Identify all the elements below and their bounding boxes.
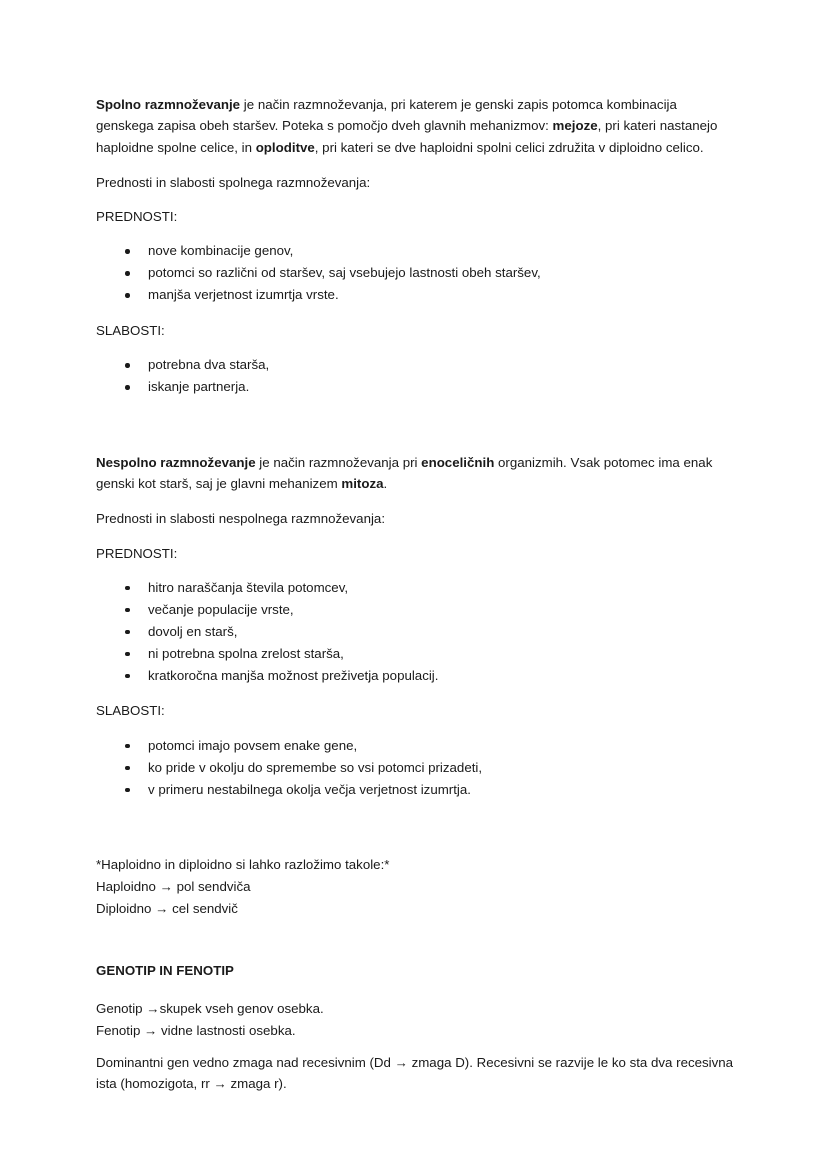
list-item: ni potrebna spolna zrelost starša, <box>96 643 734 665</box>
asexual-pros-list <box>96 577 734 687</box>
sexual-term-meiosis: mejoze <box>552 118 598 134</box>
note-haploid-line: Haploidno → pol sendviča <box>96 879 251 895</box>
asexual-intro-part1: je način razmnoževanja pri <box>255 454 422 470</box>
list-item: manjša verjetnost izumrtja vrste. <box>96 284 734 306</box>
asexual-term-mitosis: mitoza <box>341 476 384 492</box>
list-item: večanje populacije vrste, <box>96 599 734 621</box>
note-divider-spacing <box>96 814 734 854</box>
document-content <box>96 94 734 1094</box>
sexual-intro-part3: , pri kateri se dve haploidni spolni celici združita v diploidno celico. <box>314 139 704 155</box>
sexual-intro-part2: , pri kateri nastanejo haploidne spolne celice, in <box>96 118 718 155</box>
asexual-intro-paragraph <box>96 452 734 495</box>
genotype-heading: GENOTIP IN FENOTIP <box>96 963 234 979</box>
list-item: dovolj en starš, <box>96 621 734 643</box>
sexual-intro-paragraph <box>96 94 734 158</box>
note-title: *Haploidno in diploidno si lahko razložimo takole:* <box>96 857 390 873</box>
list-item: potomci imajo povsem enake gene, <box>96 735 734 757</box>
genotype-divider-spacing <box>96 920 734 960</box>
section-divider-spacing <box>96 412 734 452</box>
asexual-cons-list <box>96 735 734 801</box>
list-item: potrebna dva starša, <box>96 354 734 376</box>
list-item: potomci so različni od staršev, saj vsebujejo lastnosti obeh staršev, <box>96 262 734 284</box>
sexual-subtitle: Prednosti in slabosti spolnega razmnoževanja: <box>96 174 371 190</box>
asexual-subtitle: Prednosti in slabosti nespolnega razmnoževanja: <box>96 511 386 527</box>
list-item: nove kombinacije genov, <box>96 240 734 262</box>
sexual-intro-part1: je način razmnoževanja, pri katerem je genski zapis potomca kombinacija genskega zapisa obeh staršev. Poteka s pomočjo dveh glavnih mehanizmov: <box>96 97 677 134</box>
note-diploid-line: Diploidno → cel sendvič <box>96 901 238 917</box>
sexual-pros-label: PREDNOSTI: <box>96 209 178 225</box>
sexual-cons-label: SLABOSTI: <box>96 322 165 338</box>
asexual-pros-label: PREDNOSTI: <box>96 545 178 561</box>
sexual-term-primary: Spolno razmnoževanje <box>96 97 241 112</box>
list-item: hitro naraščanja števila potomcev, <box>96 577 734 599</box>
list-item: iskanje partnerja. <box>96 376 734 398</box>
asexual-term-unicellular: enoceličnih <box>421 454 495 470</box>
sexual-term-fertilization: oploditve <box>255 139 315 155</box>
genotype-paragraph-spacing <box>96 1042 734 1052</box>
sexual-pros-list <box>96 240 734 306</box>
list-item: ko pride v okolju do spremembe so vsi potomci prizadeti, <box>96 757 734 779</box>
asexual-intro-part3: . <box>383 476 388 492</box>
asexual-intro-part2: organizmih. Vsak potomec ima enak genski kot starš, saj je glavni mehanizem <box>96 454 713 492</box>
list-item: kratkoročna manjša možnost preživetja populacij. <box>96 665 734 687</box>
phenotype-definition-line: Fenotip → vidne lastnosti osebka. <box>96 1022 296 1038</box>
asexual-cons-label: SLABOSTI: <box>96 703 165 719</box>
genotype-definition-line: Genotip →skupek vseh genov osebka. <box>96 1000 324 1016</box>
sexual-cons-list <box>96 354 734 398</box>
list-item: v primeru nestabilnega okolja večja verjetnost izumrtja. <box>96 779 734 801</box>
dominance-paragraph: Dominantni gen vedno zmaga nad recesivnim (Dd → zmaga D). Recesivni se razvije le ko sta dva recesivna ista (homozigota, rr → zmaga r). <box>96 1054 734 1091</box>
asexual-term-primary: Nespolno razmnoževanje <box>96 454 256 470</box>
